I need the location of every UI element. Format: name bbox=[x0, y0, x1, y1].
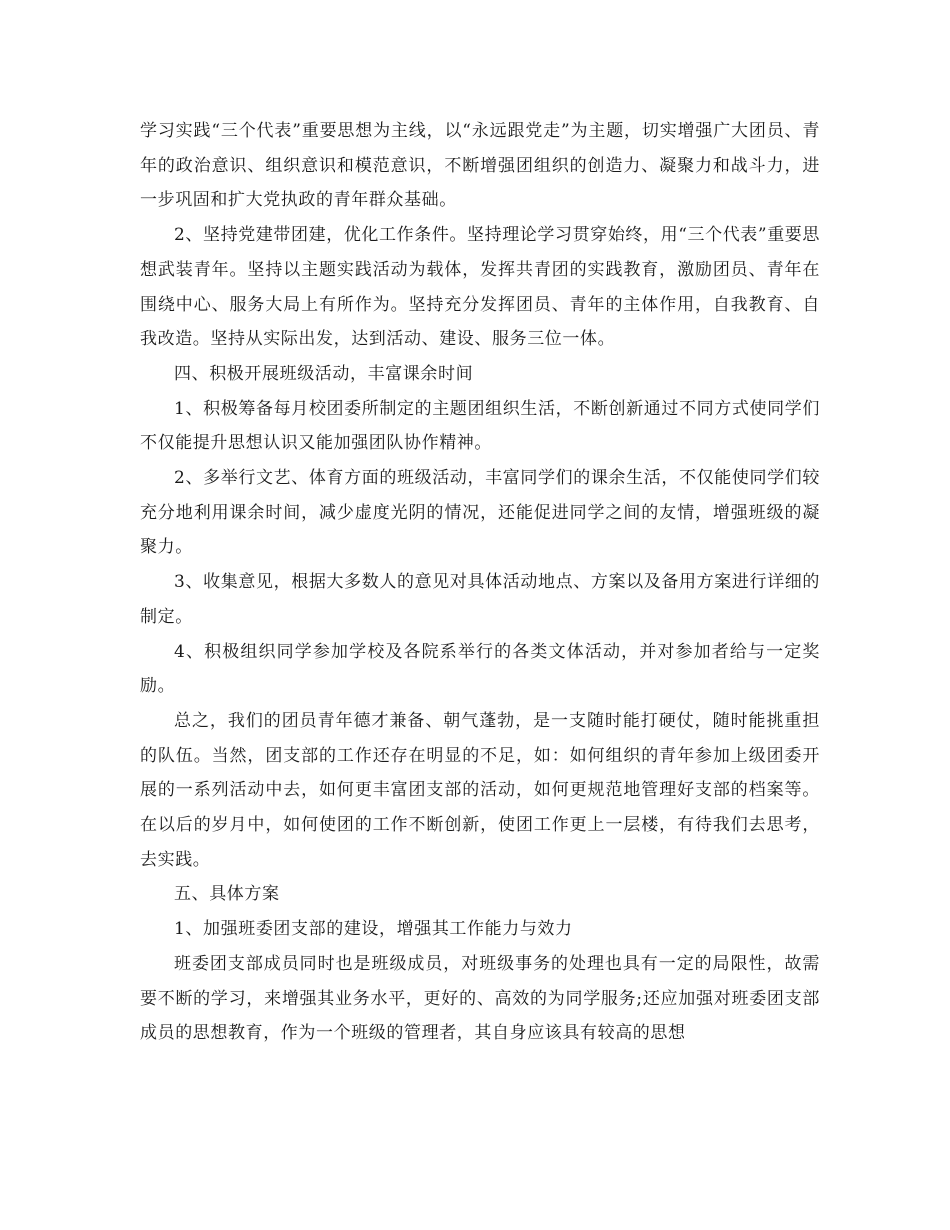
subheading-plan-1: 1、加强班委团支部的建设，增强其工作能力与效力 bbox=[174, 919, 573, 940]
paragraph-activity-4: 4、积极组织同学参加学校及各院系举行的各类文体活动，并对参加者给与一定奖励。 bbox=[140, 641, 820, 697]
section-heading-class-activities: 四、积极开展班级活动，丰富课余时间 bbox=[174, 363, 474, 384]
paragraph-summary: 总之，我们的团员青年德才兼备、朝气蓬勃，是一支随时能打硬仗，随时能挑重担的队伍。当然，团支部的工作还存在明显的不足，如：如何组织的青年参加上级团委开展的一系列活动中去，如何更丰富团支部的活动，如何更规范地管理好支部的档案等。在以后的岁月中，如何使团的工作不断创新，使团工作更上一层楼，有待我们去思考，去实践。 bbox=[140, 710, 820, 870]
section-heading-plan: 五、具体方案 bbox=[174, 884, 280, 905]
paragraph-intro-continuation: 学习实践“三个代表”重要思想为主线，以“永远跟党走”为主题，切实增强广大团员、青年的政治意识、组织意识和模范意识，不断增强团组织的创造力、凝聚力和战斗力，进一步巩固和扩大党执政的青年群众基础。 bbox=[140, 121, 820, 211]
paragraph-activity-1: 1、积极筹备每月校团委所制定的主题团组织生活，不断创新通过不同方式使同学们不仅能提升思想认识又能加强团队协作精神。 bbox=[140, 398, 820, 454]
document-body bbox=[140, 114, 820, 1051]
paragraph-plan-1-detail: 班委团支部成员同时也是班级成员，对班级事务的处理也具有一定的局限性，故需要不断的学习，来增强其业务水平，更好的、高效的为同学服务;还应加强对班委团支部成员的思想教育，作为一个班级的管理者，其自身应该具有较高的思想 bbox=[140, 953, 820, 1044]
paragraph-activity-2: 2、多举行文艺、体育方面的班级活动，丰富同学们的课余生活，不仅能使同学们较充分地利用课余时间，减少虚度光阴的情况，还能促进同学之间的友情，增强班级的凝聚力。 bbox=[140, 468, 820, 558]
paragraph-activity-3: 3、收集意见，根据大多数人的意见对具体活动地点、方案以及备用方案进行详细的制定。 bbox=[140, 572, 820, 627]
paragraph-party-building: 2、坚持党建带团建，优化工作条件。坚持理论学习贯穿始终，用“三个代表”重要思想武装青年。坚持以主题实践活动为载体，发挥共青团的实践教育，激励团员、青年在围绕中心、服务大局上有所作为。坚持充分发挥团员、青年的主体作用，自我教育、自我改造。坚持从实际出发，达到活动、建设、服务三位一体。 bbox=[140, 225, 820, 350]
